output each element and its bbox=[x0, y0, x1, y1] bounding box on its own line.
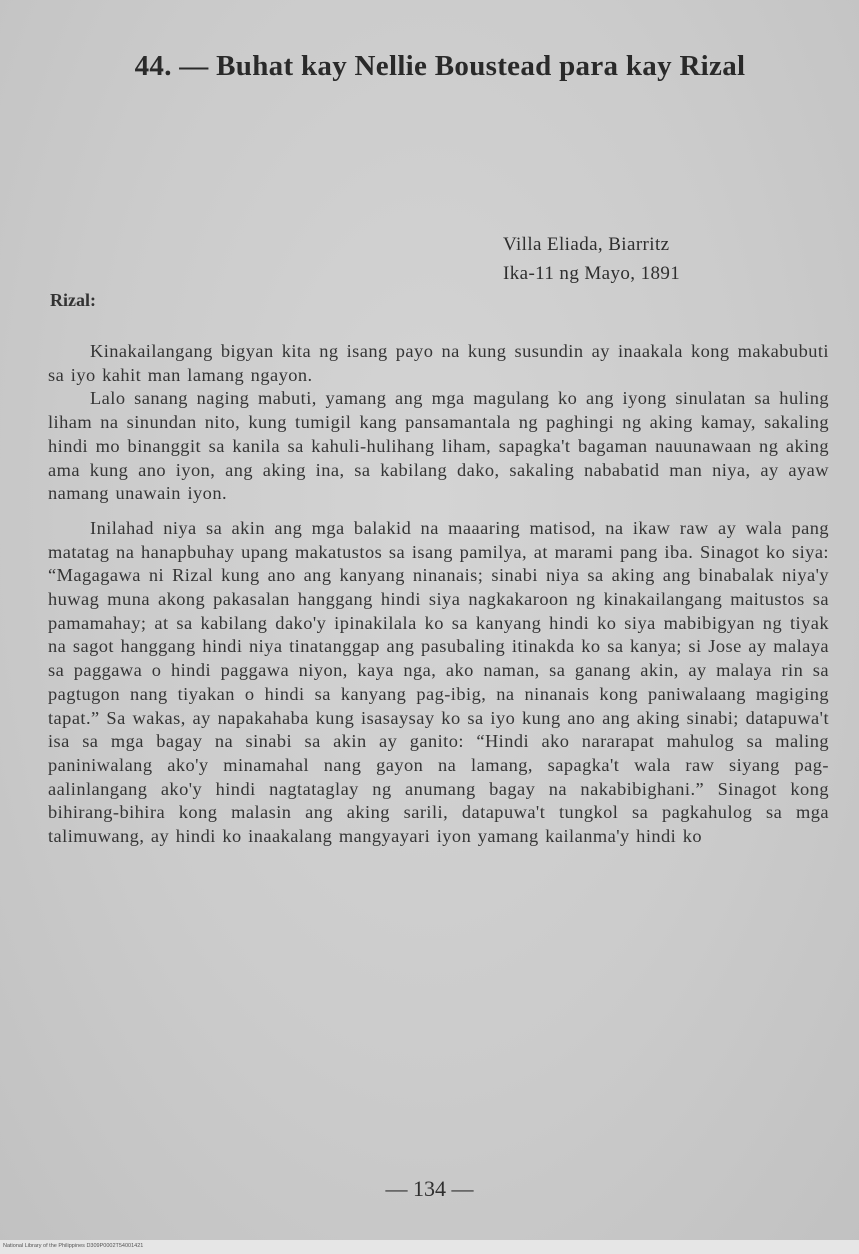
dateline-date: Ika-11 ng Mayo, 1891 bbox=[503, 263, 681, 284]
paragraph: Lalo sanang naging mabuti, yamang ang mga magulang ko ang iyong sinulatan sa huling liham na sinundan nito, kung tumigil kang pansamantala ng paghingi ng aking kamay, sakaling hindi mo binanggit sa kanila sa kahuli-hulihang liham, sapagka't bagaman nauunawaan ng aking ama kung ano iyon, ang aking ina, sa kabilang dako, sakaling nababatid man niya, ay ayaw namang unawain iyon. bbox=[48, 388, 829, 504]
dateline bbox=[503, 230, 680, 288]
paragraph: Inilahad niya sa akin ang mga balakid na maaaring matisod, na ikaw raw ay wala pang matatag na hanapbuhay upang makatustos sa isang pamilya, at marami pang iba. Sinagot ko siya: “Magagawa ni Rizal kung ano ang kanyang ninanais; sinabi niya sa aking ang binabalak niya'y huwag muna akong pakasalan hanggang hindi siya nagkakaroon ng kinakailangang maitustos sa pamamahay; at sa kabilang dako'y ipinakilala ko sa kanyang hindi ko siya mabibigyan ng tiyak na sagot hanggang hindi niya tinatanggap ang pasubaling itinakda ko sa kanya; si Jose ay malaya sa paggawa o hindi paggawa niyon, kaya nga, ako naman, sa ganang akin, ay malaya rin sa pagtugon nang tiyakan o hindi sa kanyang pag-ibig, na ninanais kong paniwalaang magiging tapat.” Sa wakas, ay napakahaba kung isasaysay ko sa iyo kung ano ang aking sinabi; datapuwa't isa sa mga bagay na sinabi sa akin ay ganito: “Hindi ako nararapat mahulog sa maling paniniwalang ako'y minamahal nang gayon na lamang, sapagka't wala raw siyang pag-aalinlangang ako'y hindi nagtataglay ng anumang bagay na nakabibighani.” Sinagot kong bihirang-bihira kong malasin ang aking sarili, datapuwa't tungkol sa pagkahulog sa mga talimuwang, ay hindi ko inaakalang mangyayari iyon yamang kailanma'y hindi ko bbox=[48, 517, 829, 847]
letter-title: 44. — Buhat kay Nellie Boustead para kay Rizal bbox=[134, 50, 746, 82]
salutation: Rizal: bbox=[50, 290, 96, 310]
scan-footer-note: National Library of the Philippines D309P0002T54001421 bbox=[3, 1243, 144, 1249]
letter-body bbox=[48, 340, 829, 849]
page-number: — 134 — bbox=[385, 1176, 474, 1201]
paragraph: Kinakailangang bigyan kita ng isang payo na kung susundin ay inaakala kong makabubuti sa iyo kahit man lamang ngayon. bbox=[48, 341, 829, 385]
dateline-place: Villa Eliada, Biarritz bbox=[503, 234, 670, 255]
